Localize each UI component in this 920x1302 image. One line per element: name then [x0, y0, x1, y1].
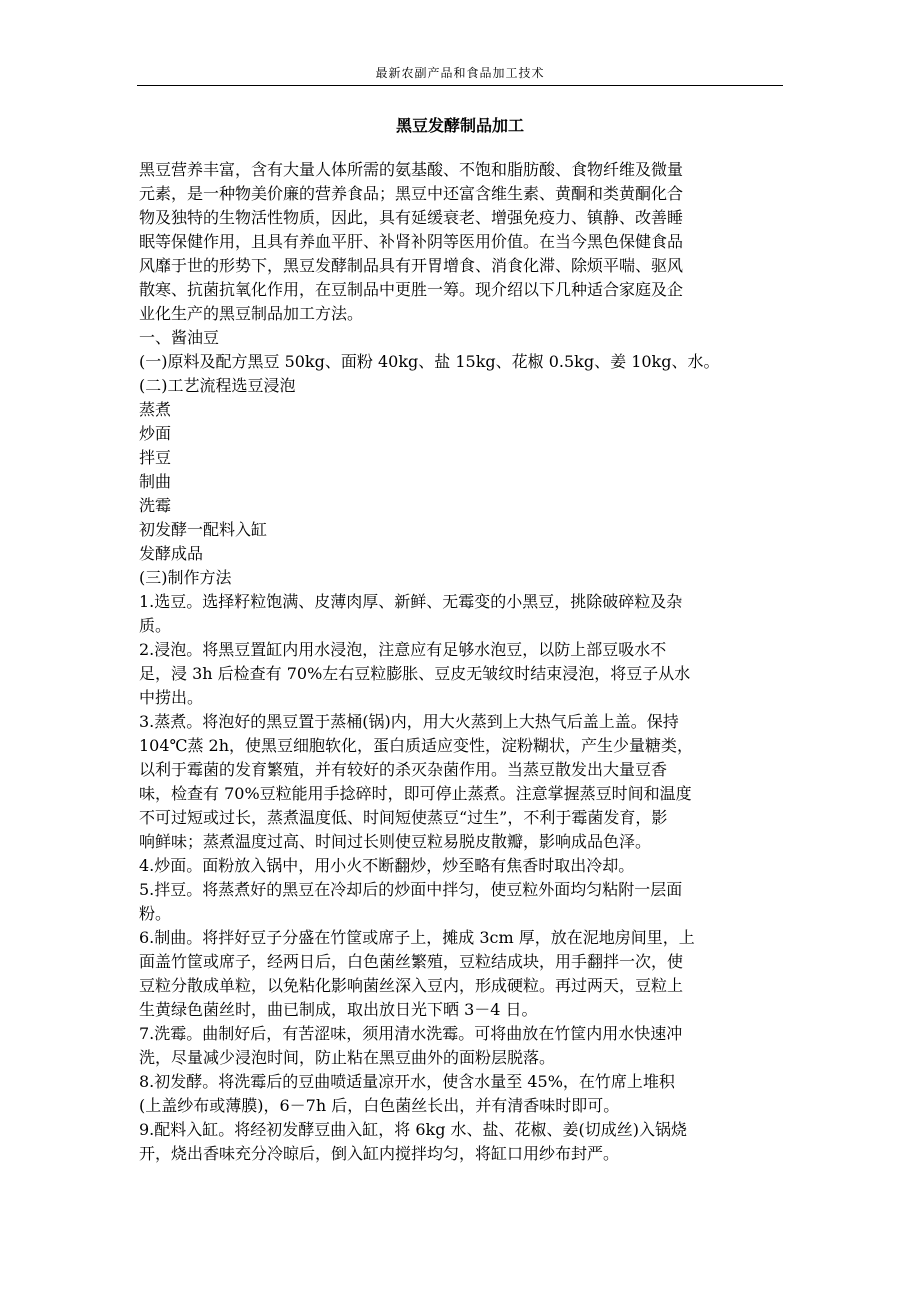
body-line: 6.制曲。将拌好豆子分盛在竹筐或席子上，摊成 3cm 厚，放在泥地房间里，上 [139, 928, 695, 947]
body-line: 粉。 [139, 904, 172, 923]
body-line: 质。 [139, 616, 172, 635]
running-header: 最新农副产品和食品加工技术 [375, 66, 545, 80]
body-line: 洗霉 [139, 496, 172, 515]
body-line: 2.浸泡。将黑豆置缸内用水浸泡，注意应有足够水泡豆，以防上部豆吸水不 [139, 640, 667, 659]
body-line: 散寒、抗菌抗氧化作用，在豆制品中更胜一筹。现介绍以下几种适合家庭及企 [139, 280, 684, 299]
document-title: 黑豆发酵制品加工 [395, 116, 524, 135]
body-line: 眠等保健作用，且具有养血平肝、补肾补阴等医用价值。在当今黑色保健食品 [139, 232, 684, 251]
body-line: 业化生产的黑豆制品加工方法。 [139, 304, 364, 323]
body-line: 4.炒面。面粉放入锅中，用小火不断翻炒，炒至略有焦香时取出冷却。 [139, 856, 635, 875]
body-line: 1.选豆。选择籽粒饱满、皮薄肉厚、新鲜、无霉变的小黑豆，挑除破碎粒及杂 [139, 592, 683, 611]
body-line: 制曲 [139, 472, 172, 491]
body-line: 8.初发酵。将洗霉后的豆曲喷适量凉开水，使含水量至 45%，在竹席上堆积 [139, 1072, 675, 1091]
body-line: 元素，是一种物美价廉的营养食品；黑豆中还富含维生素、黄酮和类黄酮化合 [139, 184, 684, 203]
body-line: 9.配料入缸。将经初发酵豆曲入缸，将 6kg 水、盐、花椒、姜(切成丝)入锅烧 [139, 1120, 688, 1139]
body-line: 7.洗霉。曲制好后，有苦涩味，须用清水洗霉。可将曲放在竹筐内用水快速冲 [139, 1024, 683, 1043]
body-line: 不可过短或过长，蒸煮温度低、时间短使蒸豆“过生”，不利于霉菌发育，影 [139, 808, 668, 827]
body-line: 开，烧出香味充分冷晾后，倒入缸内搅拌均匀，将缸口用纱布封严。 [139, 1144, 620, 1163]
body-line: (二)工艺流程选豆浸泡 [139, 376, 296, 395]
body-line: 一、酱油豆 [139, 328, 220, 347]
body-line: 中捞出。 [139, 688, 204, 707]
body-line: 风靡于世的形势下，黑豆发酵制品具有开胃增食、消食化滞、除烦平喘、驱风 [139, 256, 684, 275]
body-line: 5.拌豆。将蒸煮好的黑豆在冷却后的炒面中拌匀，使豆粒外面均匀粘附一层面 [139, 880, 683, 899]
body-line: 黑豆营养丰富，含有大量人体所需的氨基酸、不饱和脂肪酸、食物纤维及微量 [139, 160, 684, 179]
body-line: (上盖纱布或薄膜)，6－7h 后，白色菌丝长出，并有清香味时即可。 [139, 1096, 620, 1115]
document-body [139, 158, 781, 1166]
body-line: 蒸煮 [139, 400, 172, 419]
body-line: (三)制作方法 [139, 568, 232, 587]
header-rule [137, 85, 783, 86]
body-line: 3.蒸煮。将泡好的黑豆置于蒸桶(锅)内，用大火蒸到上大热气后盖上盖。保持 [139, 712, 679, 731]
body-line: 初发酵一配料入缸 [139, 520, 268, 539]
body-line: 物及独特的生物活性物质，因此，具有延缓衰老、增强免疫力、镇静、改善睡 [139, 208, 684, 227]
body-line: 洗，尽量减少浸泡时间，防止粘在黑豆曲外的面粉层脱落。 [139, 1048, 556, 1067]
body-line: 味，检查有 70%豆粒能用手捻碎时，即可停止蒸煮。注意掌握蒸豆时间和温度 [139, 784, 692, 803]
body-line: 豆粒分散成单粒，以免粘化影响菌丝深入豆内，形成硬粒。再过两天，豆粒上 [139, 976, 684, 995]
body-line: 发酵成品 [139, 544, 204, 563]
body-line: 以利于霉菌的发育繁殖，并有较好的杀灭杂菌作用。当蒸豆散发出大量豆香 [139, 760, 668, 779]
body-line: 炒面 [139, 424, 172, 443]
body-line: 响鲜味；蒸煮温度过高、时间过长则使豆粒易脱皮散瓣，影响成品色泽。 [139, 832, 652, 851]
body-line: 生黄绿色菌丝时，曲已制成，取出放日光下晒 3－4 日。 [139, 1000, 538, 1019]
body-line: (一)原料及配方黑豆 50kg、面粉 40kg、盐 15kg、花椒 0.5kg、姜 10kg、水。 [139, 352, 720, 371]
body-line: 104℃蒸 2h，使黑豆细胞软化，蛋白质适应变性，淀粉糊状，产生少量糖类， [139, 736, 694, 755]
body-line: 面盖竹筐或席子，经两日后，白色菌丝繁殖，豆粒结成块，用手翻拌一次，使 [139, 952, 684, 971]
body-line: 拌豆 [139, 448, 172, 467]
body-line: 足，浸 3h 后检查有 70%左右豆粒膨胀、豆皮无皱纹时结束浸泡，将豆子从水 [139, 664, 691, 683]
